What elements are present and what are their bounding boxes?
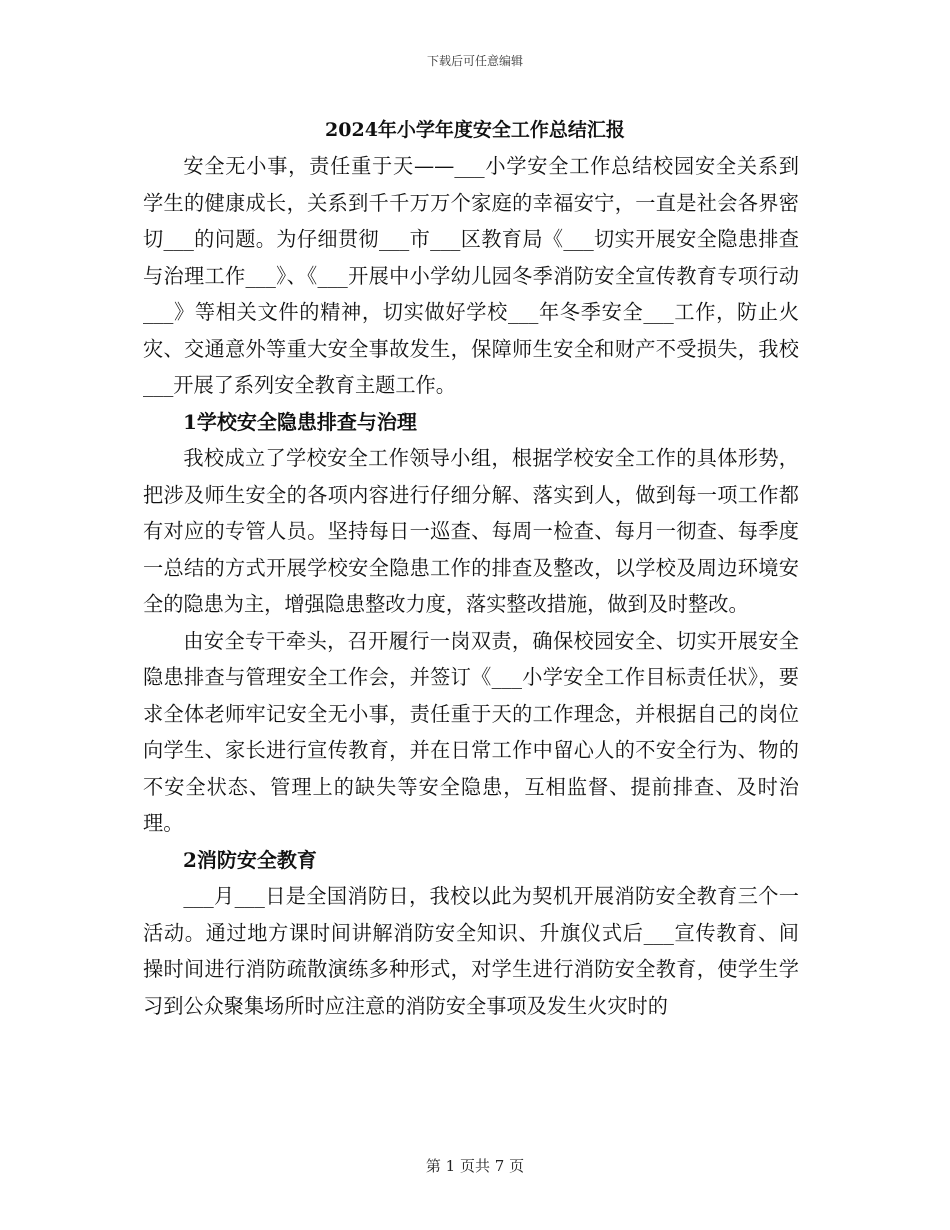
section-1-heading: 1学校安全隐患排查与治理 — [183, 409, 417, 434]
section-1-paragraph-2: 由安全专干牵头，召开履行一岗双责，确保校园安全、切实开展安全隐患排查与管理安全工作会，并签订《___小学安全工作目标责任状》，要求全体老师牢记安全无小事，责任重于天的工作理念，并根据自己的岗位向学生、家长进行宣传教育，并在日常工作中留心人的不安全行为、物的不安全状态、管理上的缺失等安全隐患，互相监督、提前排查、及时治理。 — [143, 628, 799, 835]
header-note: 下载后可任意编辑 — [426, 54, 523, 68]
page-footer: 第 1 页共 7 页 — [425, 1157, 525, 1175]
section-2-paragraph-1: ___月___日是全国消防日，我校以此为契机开展消防安全教育三个一活动。通过地方课时间讲解消防安全知识、升旗仪式后___宣传教育、间操时间进行消防疏散演练多种形式，对学生进行消防安全教育，使学生学习到公众聚集场所时应注意的消防安全事项及发生火灾时的 — [143, 884, 799, 1018]
document-title: 2024年小学年度安全工作总结汇报 — [325, 119, 625, 141]
section-1-paragraph-1: 我校成立了学校安全工作领导小组，根据学校安全工作的具体形势，把涉及师生安全的各项内容进行仔细分解、落实到人，做到每一项工作都有对应的专管人员。坚持每日一巡查、每周一检查、每月一彻查、每季度一总结的方式开展学校安全隐患工作的排查及整改，以学校及周边环境安全的隐患为主，增强隐患整改力度，落实整改措施，做到及时整改。 — [143, 446, 799, 616]
section-2-heading: 2消防安全教育 — [183, 847, 317, 872]
intro-paragraph: 安全无小事，责任重于天——___小学安全工作总结校园安全关系到学生的健康成长，关系到千千万万个家庭的幸福安宁，一直是社会各界密切___的问题。为仔细贯彻___市___区教育局《___切实开展安全隐患排查与治理工作___》、《___开展中小学幼儿园冬季消防安全宣传教育专项行动___》等相关文件的精神，切实做好学校___年冬季安全___工作，防止火灾、交通意外等重大安全事故发生，保障师生安全和财产不受损失，我校___开展了系列安全教育主题工作。 — [143, 154, 799, 397]
document-body — [143, 148, 799, 1024]
